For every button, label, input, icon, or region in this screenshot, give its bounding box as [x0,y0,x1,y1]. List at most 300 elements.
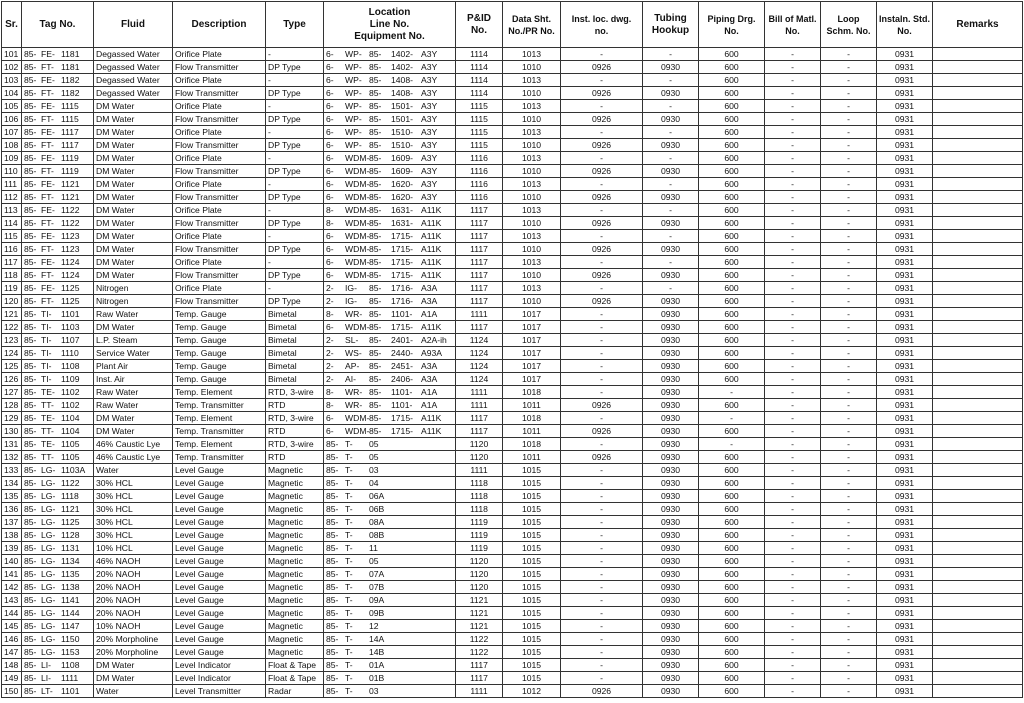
cell-type: RTD [266,425,324,438]
cell-tag-no [22,113,94,126]
cell-sr: 141 [2,568,22,581]
location-part: T- [345,504,353,514]
cell-remarks [933,412,1023,425]
cell-inst-loc-dwg: - [561,308,643,321]
cell-data-sheet: 1013 [503,230,561,243]
location-part: WS- [345,348,362,358]
cell-inst-loc-dwg: - [561,74,643,87]
cell-description: Orifice Plate [173,126,266,139]
cell-remarks [933,399,1023,412]
header-bill-of-matl [765,2,821,48]
cell-bill-of-matl: - [765,269,821,282]
cell-type: Magnetic [266,464,324,477]
cell-inst-loc-dwg: - [561,581,643,594]
location-part: IG- [345,296,357,306]
cell-description: Orifice Plate [173,74,266,87]
location-part: WP- [345,114,362,124]
cell-fluid: DM Water [94,204,173,217]
location-part: 2440- [391,348,413,358]
tag-part: FT- [41,244,54,254]
cell-location [324,113,456,126]
cell-bill-of-matl: - [765,516,821,529]
cell-type: Magnetic [266,581,324,594]
tag-part: 85- [24,348,37,358]
header-location-line2: Line No. [369,18,410,30]
table-row [2,204,1023,217]
location-part: 85- [369,257,382,267]
cell-type: - [266,48,324,61]
cell-sr: 109 [2,152,22,165]
cell-tubing-hookup: 0930 [643,568,699,581]
cell-tubing-hookup: 0930 [643,373,699,386]
cell-remarks [933,633,1023,646]
cell-pid-no: 1118 [456,490,503,503]
location-part: 09A [369,595,385,605]
cell-description: Level Gauge [173,529,266,542]
location-part: 2451- [391,361,413,371]
location-part: T- [345,556,353,566]
cell-description: Flow Transmitter [173,139,266,152]
location-part: 85- [369,75,382,85]
cell-description: Level Gauge [173,477,266,490]
cell-inst-loc-dwg: - [561,373,643,386]
cell-data-sheet: 1011 [503,399,561,412]
tag-part: TE- [41,439,55,449]
cell-sr: 132 [2,451,22,464]
cell-description: Flow Transmitter [173,217,266,230]
location-part: T- [345,530,353,540]
cell-pid-no: 1118 [456,503,503,516]
tag-part: LG- [41,530,56,540]
cell-tubing-hookup: 0930 [643,243,699,256]
cell-data-sheet: 1015 [503,464,561,477]
cell-sr: 148 [2,659,22,672]
cell-instaln-std: 0931 [877,568,933,581]
cell-type: DP Type [266,191,324,204]
tag-part: 85- [24,400,37,410]
cell-loop-schm: - [821,321,877,334]
cell-bill-of-matl: - [765,646,821,659]
cell-type: - [266,126,324,139]
cell-sr: 103 [2,74,22,87]
tag-part: 1135 [61,569,80,579]
tag-part: 85- [24,257,37,267]
cell-pid-no: 1117 [456,256,503,269]
location-part: 05 [369,452,379,462]
tag-part: 85- [24,296,37,306]
location-part: 09B [369,608,385,618]
cell-inst-loc-dwg: 0926 [561,165,643,178]
cell-location [324,243,456,256]
tag-part: 85- [24,530,37,540]
cell-pid-no: 1111 [456,399,503,412]
cell-instaln-std: 0931 [877,217,933,230]
cell-bill-of-matl: - [765,386,821,399]
location-part: 8- [326,218,334,228]
cell-data-sheet: 1010 [503,87,561,100]
location-part: T- [345,595,353,605]
cell-inst-loc-dwg: - [561,477,643,490]
cell-tag-no [22,165,94,178]
header-tag-no: Tag No. [22,2,94,48]
cell-pid-no: 1114 [456,61,503,74]
tag-part: 85- [24,556,37,566]
cell-description: Orifice Plate [173,152,266,165]
tag-part: 1117 [61,140,79,150]
cell-bill-of-matl: - [765,360,821,373]
location-part: WDM- [345,244,370,254]
cell-bill-of-matl: - [765,464,821,477]
location-part: 85- [369,244,382,254]
cell-sr: 140 [2,555,22,568]
cell-remarks [933,594,1023,607]
header-data-sheet-line1: Data Sht. [511,13,551,24]
cell-data-sheet: 1018 [503,386,561,399]
cell-tag-no [22,633,94,646]
table-row [2,477,1023,490]
cell-location [324,607,456,620]
location-part: 2- [326,335,334,345]
location-part: T- [345,621,353,631]
cell-tag-no [22,451,94,464]
cell-location [324,165,456,178]
location-part: WDM- [345,192,370,202]
cell-instaln-std: 0931 [877,61,933,74]
cell-sr: 113 [2,204,22,217]
table-row [2,321,1023,334]
table-row [2,178,1023,191]
header-piping-drg: Piping Drg. No. [699,2,765,48]
cell-loop-schm: - [821,464,877,477]
cell-loop-schm: - [821,620,877,633]
table-body [2,48,1023,698]
cell-piping-drg: 600 [699,295,765,308]
location-part: 05 [369,439,379,449]
cell-type: Magnetic [266,568,324,581]
cell-sr: 107 [2,126,22,139]
cell-loop-schm: - [821,659,877,672]
cell-fluid: Degassed Water [94,74,173,87]
cell-tubing-hookup: 0930 [643,165,699,178]
header-instaln-std [877,2,933,48]
cell-tag-no [22,74,94,87]
tag-part: 1104 [61,413,80,423]
cell-pid-no: 1124 [456,373,503,386]
location-part: AP- [345,361,360,371]
cell-location [324,581,456,594]
cell-pid-no: 1118 [456,477,503,490]
tag-part: 1124 [61,257,80,267]
cell-fluid: DM Water [94,191,173,204]
tag-part: LG- [41,543,56,553]
cell-loop-schm: - [821,308,877,321]
location-part: 1402- [391,62,413,72]
tag-part: 85- [24,647,37,657]
location-part: 6- [326,88,334,98]
cell-pid-no: 1117 [456,672,503,685]
header-tubing-line1: Tubing [654,12,687,24]
cell-fluid: Plant Air [94,360,173,373]
cell-piping-drg: 600 [699,685,765,698]
cell-fluid: Service Water [94,347,173,360]
cell-piping-drg: 600 [699,399,765,412]
cell-tag-no [22,100,94,113]
header-loop-line2: Schm. No. [826,25,871,36]
cell-sr: 112 [2,191,22,204]
tag-part: TT- [41,426,54,436]
tag-part: 85- [24,660,37,670]
cell-inst-loc-dwg: - [561,529,643,542]
cell-inst-loc-dwg: 0926 [561,61,643,74]
cell-tag-no [22,490,94,503]
location-part: A11K [421,426,442,436]
cell-piping-drg: 600 [699,620,765,633]
cell-remarks [933,542,1023,555]
cell-loop-schm: - [821,477,877,490]
cell-location [324,295,456,308]
cell-instaln-std: 0931 [877,269,933,282]
cell-loop-schm: - [821,126,877,139]
location-part: 6- [326,257,334,267]
cell-inst-loc-dwg: 0926 [561,87,643,100]
header-loop-schm [821,2,877,48]
cell-pid-no: 1121 [456,607,503,620]
location-part: 11 [369,543,378,553]
location-part: 1716- [391,296,413,306]
cell-sr: 134 [2,477,22,490]
location-part: 1408- [391,88,413,98]
header-location-line3: Equipment No. [354,30,425,42]
cell-sr: 121 [2,308,22,321]
cell-data-sheet: 1015 [503,490,561,503]
cell-piping-drg: 600 [699,100,765,113]
tag-part: 1121 [61,192,80,202]
tag-part: 1134 [61,556,80,566]
cell-sr: 136 [2,503,22,516]
table-row [2,542,1023,555]
cell-piping-drg: - [699,438,765,451]
cell-piping-drg: 600 [699,646,765,659]
cell-inst-loc-dwg: - [561,659,643,672]
location-part: 85- [369,296,382,306]
location-part: A93A [421,348,443,358]
tag-part: 85- [24,153,37,163]
tag-part: FE- [41,257,55,267]
tag-part: TI- [41,322,52,332]
location-part: 85- [369,101,382,111]
cell-tubing-hookup: 0930 [643,113,699,126]
cell-instaln-std: 0931 [877,295,933,308]
tag-part: FT- [41,296,54,306]
location-part: 6- [326,270,334,280]
tag-part: LG- [41,504,56,514]
cell-instaln-std: 0931 [877,399,933,412]
cell-remarks [933,646,1023,659]
tag-part: 85- [24,179,37,189]
header-inst-loc-dwg [561,2,643,48]
cell-pid-no: 1119 [456,529,503,542]
cell-remarks [933,178,1023,191]
cell-piping-drg: 600 [699,672,765,685]
cell-loop-schm: - [821,685,877,698]
location-part: 6- [326,179,334,189]
cell-location [324,412,456,425]
location-part: 1715- [391,270,413,280]
table-row [2,568,1023,581]
table-row [2,282,1023,295]
tag-part: 85- [24,283,37,293]
cell-fluid: DM Water [94,152,173,165]
cell-piping-drg: 600 [699,464,765,477]
cell-tubing-hookup: 0930 [643,360,699,373]
cell-tag-no [22,269,94,282]
cell-tag-no [22,243,94,256]
cell-piping-drg: 600 [699,568,765,581]
location-part: 85- [326,439,339,449]
cell-data-sheet: 1011 [503,425,561,438]
cell-instaln-std: 0931 [877,347,933,360]
cell-tag-no [22,542,94,555]
location-part: WDM- [345,179,370,189]
instrument-index-table [1,1,1023,698]
cell-bill-of-matl: - [765,321,821,334]
cell-location [324,126,456,139]
cell-tag-no [22,217,94,230]
cell-location [324,48,456,61]
tag-part: LG- [41,491,56,501]
cell-location [324,217,456,230]
cell-pid-no: 1116 [456,191,503,204]
tag-part: 85- [24,88,37,98]
table-row [2,464,1023,477]
cell-data-sheet: 1013 [503,256,561,269]
location-part: 85- [369,374,382,384]
tag-part: 1118 [61,491,79,501]
cell-fluid: 20% NAOH [94,568,173,581]
cell-piping-drg: 600 [699,451,765,464]
location-part: 85- [369,88,382,98]
tag-part: 85- [24,205,37,215]
cell-data-sheet: 1010 [503,295,561,308]
tag-part: 85- [24,75,37,85]
cell-bill-of-matl: - [765,191,821,204]
cell-description: Level Gauge [173,581,266,594]
tag-part: 85- [24,426,37,436]
location-part: A2A-ih [421,335,447,345]
cell-type: Magnetic [266,620,324,633]
cell-tag-no [22,321,94,334]
cell-location [324,633,456,646]
location-part: 85- [369,140,382,150]
cell-description: Level Gauge [173,516,266,529]
location-part: 08B [369,530,385,540]
cell-sr: 114 [2,217,22,230]
tag-part: FT- [41,114,54,124]
cell-instaln-std: 0931 [877,386,933,399]
cell-pid-no: 1117 [456,412,503,425]
header-sr: Sr. [2,2,22,48]
cell-location [324,529,456,542]
cell-type: DP Type [266,295,324,308]
cell-sr: 105 [2,100,22,113]
cell-pid-no: 1122 [456,633,503,646]
cell-inst-loc-dwg: - [561,178,643,191]
cell-inst-loc-dwg: 0926 [561,399,643,412]
cell-description: Temp. Transmitter [173,399,266,412]
cell-tag-no [22,620,94,633]
tag-part: 85- [24,595,37,605]
cell-remarks [933,204,1023,217]
tag-part: 1103 [61,322,80,332]
location-part: T- [345,478,353,488]
tag-part: FE- [41,127,55,137]
cell-data-sheet: 1017 [503,334,561,347]
cell-remarks [933,113,1023,126]
cell-piping-drg: 600 [699,360,765,373]
cell-instaln-std: 0931 [877,191,933,204]
cell-fluid: 20% NAOH [94,607,173,620]
cell-tubing-hookup: 0930 [643,529,699,542]
cell-instaln-std: 0931 [877,438,933,451]
location-part: A11K [421,205,442,215]
cell-pid-no: 1120 [456,438,503,451]
cell-pid-no: 1120 [456,555,503,568]
tag-part: 85- [24,101,37,111]
cell-piping-drg: 600 [699,659,765,672]
tag-part: 1128 [61,530,80,540]
cell-bill-of-matl: - [765,217,821,230]
tag-part: 85- [24,166,37,176]
cell-instaln-std: 0931 [877,100,933,113]
cell-bill-of-matl: - [765,672,821,685]
location-part: A3Y [421,166,438,176]
tag-part: LT- [41,686,53,696]
cell-description: Flow Transmitter [173,269,266,282]
cell-tubing-hookup: - [643,256,699,269]
cell-tag-no [22,334,94,347]
cell-bill-of-matl: - [765,347,821,360]
location-part: A1A [421,400,438,410]
cell-tag-no [22,295,94,308]
location-part: T- [345,543,353,553]
cell-fluid: Raw Water [94,399,173,412]
cell-loop-schm: - [821,425,877,438]
cell-location [324,555,456,568]
cell-instaln-std: 0931 [877,282,933,295]
cell-location [324,438,456,451]
cell-fluid: DM Water [94,100,173,113]
cell-tag-no [22,347,94,360]
cell-remarks [933,256,1023,269]
cell-tag-no [22,399,94,412]
tag-part: 1110 [61,348,79,358]
cell-pid-no: 1111 [456,685,503,698]
cell-data-sheet: 1013 [503,48,561,61]
header-inst-loc-line1: Inst. loc. dwg. [571,13,632,24]
location-part: 85- [326,504,339,514]
location-part: WP- [345,101,362,111]
cell-data-sheet: 1011 [503,451,561,464]
cell-sr: 137 [2,516,22,529]
header-type: Type [266,2,324,48]
cell-pid-no: 1114 [456,74,503,87]
cell-remarks [933,321,1023,334]
location-part: IG- [345,283,357,293]
cell-sr: 125 [2,360,22,373]
cell-data-sheet: 1015 [503,568,561,581]
cell-type: RTD [266,451,324,464]
cell-remarks [933,282,1023,295]
